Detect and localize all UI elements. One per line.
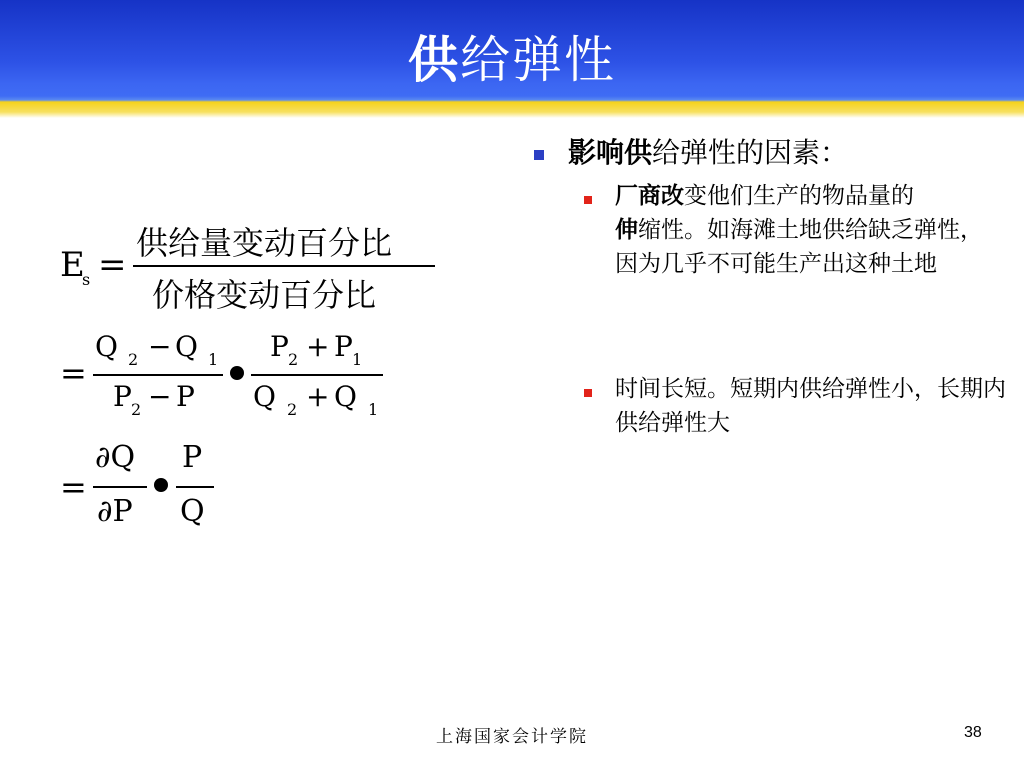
den1-p2: P: [113, 380, 132, 413]
den2-q2: Q: [253, 380, 276, 413]
den1-p2-sub: 2: [131, 400, 142, 419]
formula-equals-1: =: [98, 245, 127, 285]
num2-p2-sub: 2: [288, 350, 299, 369]
fraction-line-5: [176, 486, 214, 488]
bullet-main-bold: 影响供: [568, 136, 653, 169]
bullet-main-text: [568, 133, 848, 173]
num2-p1-sub: 1: [352, 350, 363, 369]
bullet-square-red-2: [584, 389, 592, 397]
fraction-line-4: [93, 486, 147, 488]
slide-title-rest: 给弹性: [460, 31, 616, 89]
num1-minus: −: [148, 330, 172, 363]
sub-bullet-1-text-2: 缩性。如海滩土地供给缺乏弹性，因为几乎不可能生产出这种土地: [615, 217, 983, 277]
num2-plus: +: [306, 330, 330, 363]
footer-institution: 上海国家会计学院: [436, 727, 588, 747]
den2-q1-sub: 1: [368, 400, 379, 419]
page-number: 38: [964, 724, 982, 741]
ratio-p: P: [182, 440, 203, 475]
partial-q: ∂Q: [95, 440, 136, 475]
num1-q1-sub: 1: [208, 350, 219, 369]
sub-bullet-1-bold-1: 厂商改: [615, 183, 684, 209]
multiply-dot-2: [154, 478, 168, 492]
sub-bullet-1-text-1: 变他们生产的物品量的: [684, 183, 914, 209]
formula-equals-2: =: [60, 354, 87, 392]
sub-bullet-1-text: [615, 179, 995, 281]
formula-numerator-text: 供给量变动百分比: [136, 224, 393, 262]
ratio-q: Q: [180, 494, 205, 529]
multiply-dot-1: [230, 366, 244, 380]
fraction-line-3: [251, 374, 383, 376]
bullet-main-rest: 给弹性的因素：: [652, 136, 849, 169]
den1-minus: −: [148, 380, 172, 413]
formula-denominator-text: 价格变动百分比: [152, 276, 377, 314]
slide-title: [0, 28, 1024, 92]
partial-p: ∂P: [97, 494, 133, 529]
fraction-line-2: [93, 374, 223, 376]
sub-bullet-1-bold-2: 伸: [615, 217, 638, 243]
num1-q2: Q: [95, 330, 118, 363]
num1-q1: Q: [175, 330, 198, 363]
sub-bullet-2-text: 时间长短。短期内供给弹性小，长期内供给弹性大: [615, 376, 1006, 436]
slide-title-bold: 供: [408, 31, 460, 89]
den2-q1: Q: [334, 380, 357, 413]
formula-equals-3: =: [60, 468, 87, 506]
formula-e-subscript: s: [82, 270, 91, 289]
num2-p1: P: [334, 330, 353, 363]
bullet-square-blue: [534, 150, 544, 160]
formula-e: E: [60, 245, 85, 285]
den2-plus: +: [306, 380, 330, 413]
den2-q2-sub: 2: [287, 400, 298, 419]
num2-p2: P: [270, 330, 289, 363]
fraction-line-1: [133, 265, 435, 267]
den1-p: P: [176, 380, 195, 413]
bullet-square-red-1: [584, 196, 592, 204]
num1-q2-sub: 2: [128, 350, 139, 369]
